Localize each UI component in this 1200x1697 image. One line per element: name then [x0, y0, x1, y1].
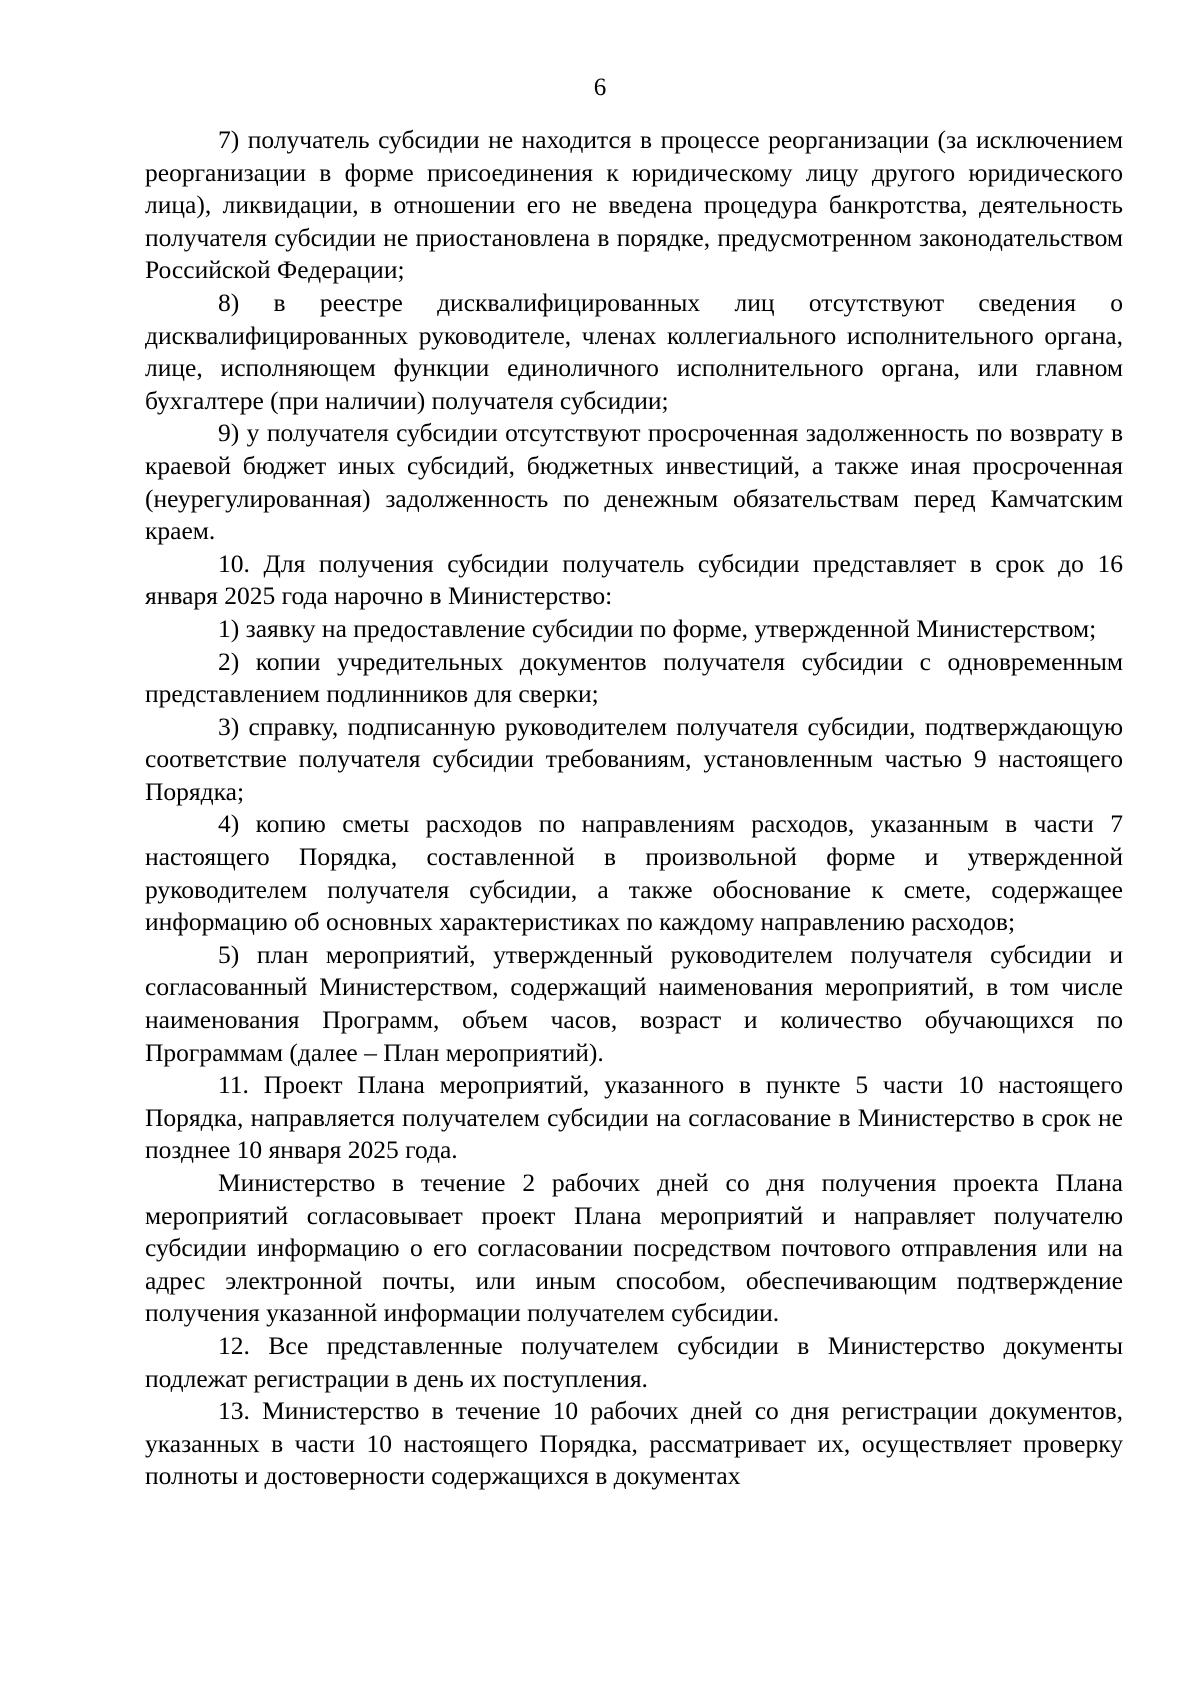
paragraph: 3) справку, подписанную руководителем получателя субсидии, подтверждающую соответствие получателя субсидии требованиям, установленным частью 9 настоящего Порядка;: [145, 711, 1123, 806]
document-body: [145, 124, 1123, 1493]
paragraph: 5) план мероприятий, утвержденный руководителем получателя субсидии и согласованный Министерством, содержащий наименования мероприятий, в том числе наименования Программ, объем часов, возраст и количество обучающихся по Программам (далее – План мероприятий).: [145, 939, 1123, 1067]
paragraph: 10. Для получения субсидии получатель субсидии представляет в срок до 16 января 2025 года нарочно в Министерство:: [145, 548, 1123, 611]
paragraph: 8) в реестре дисквалифицированных лиц отсутствуют сведения о дисквалифицированных руководителе, членах коллегиального исполнительного органа, лице, исполняющем функции единоличного исполнительного органа, или главном бухгалтере (при наличии) получателя субсидии;: [145, 287, 1123, 415]
paragraph: 4) копию сметы расходов по направлениям расходов, указанным в части 7 настоящего Порядка, составленной в произвольной форме и утвержденной руководителем получателя субсидии, а также обоснование к смете, содержащее информацию об основных характеристиках по каждому направлению расходов;: [145, 809, 1123, 937]
paragraph: 13. Министерство в течение 10 рабочих дней со дня регистрации документов, указанных в части 10 настоящего Порядка, рассматривает их, осуществляет проверку полноты и достоверности содержащихся в документах: [145, 1396, 1123, 1491]
paragraph: 9) у получателя субсидии отсутствуют просроченная задолженность по возврату в краевой бюджет иных субсидий, бюджетных инвестиций, а также иная просроченная (неурегулированная) задолженность по денежным обязательствам перед Камчатским краем.: [145, 418, 1123, 546]
paragraph: Министерство в течение 2 рабочих дней со дня получения проекта Плана мероприятий согласовывает проект Плана мероприятий и направляет получателю субсидии информацию о его согласовании посредством почтового отправления или на адрес электронной почты, или иным способом, обеспечивающим подтверждение получения указанной информации получателем субсидии.: [145, 1168, 1123, 1328]
paragraph: 2) копии учредительных документов получателя субсидии с одновременным представлением подлинников для сверки;: [145, 646, 1123, 709]
paragraph: 7) получатель субсидии не находится в процессе реорганизации (за исключением реорганизации в форме присоединения к юридическому лицу другого юридического лица), ликвидации, в отношении его не введена процедура банкротства, деятельность получателя субсидии не приостановлена в порядке, предусмотренном законодательством Российской Федерации;: [145, 125, 1123, 285]
page-number: 6: [593, 74, 607, 101]
paragraph: 11. Проект Плана мероприятий, указанного в пункте 5 части 10 настоящего Порядка, направляется получателем субсидии на согласование в Министерство в срок не позднее 10 января 2025 года.: [145, 1070, 1123, 1165]
paragraph: 12. Все представленные получателем субсидии в Министерство документы подлежат регистрации в день их поступления.: [145, 1330, 1123, 1393]
paragraph: 1) заявку на предоставление субсидии по форме, утвержденной Министерством;: [218, 613, 1097, 643]
